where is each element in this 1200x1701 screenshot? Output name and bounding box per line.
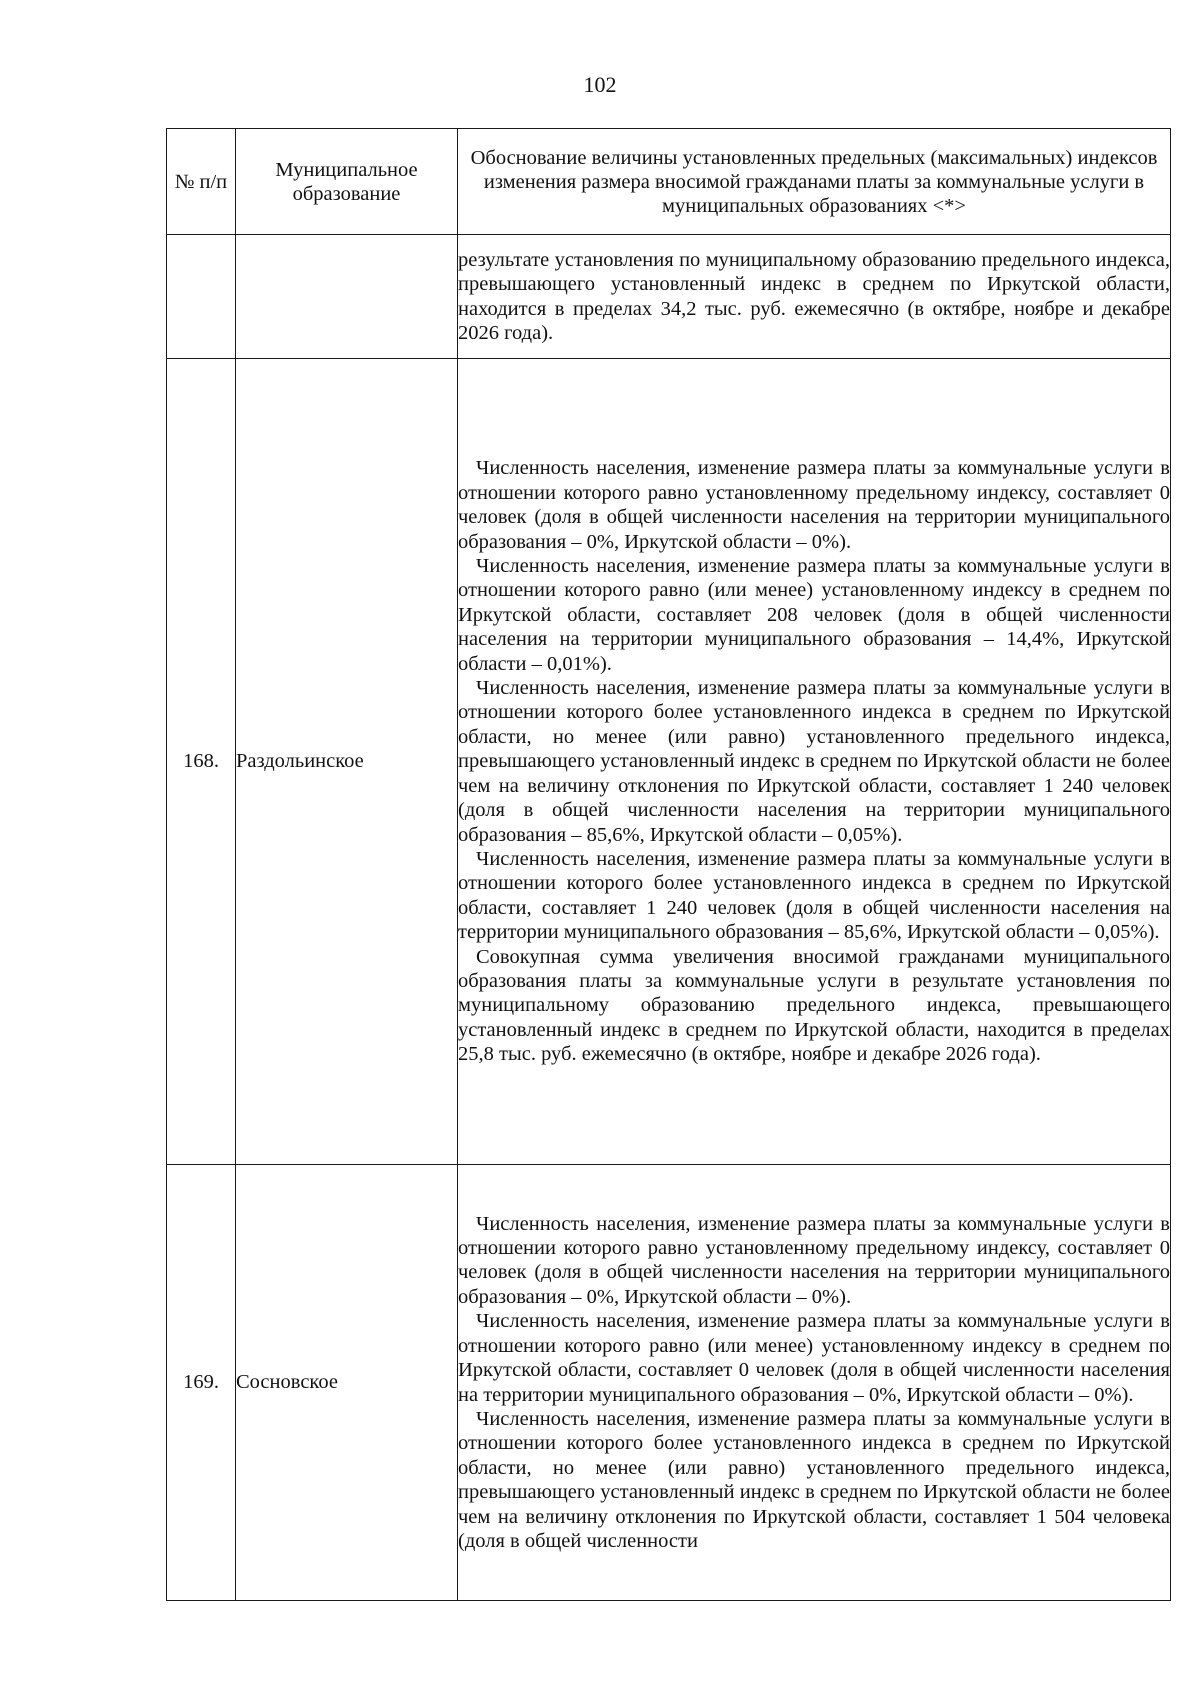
header-num: № п/п (167, 129, 236, 235)
row-number: 169. (167, 1165, 236, 1601)
header-justification: Обоснование величины установленных предельных (максимальных) индексов изменения размера вносимой гражданами платы за коммунальные услуги в муниципальных образованиях <*> (458, 129, 1171, 235)
municipality-name: Сосновское (236, 1165, 458, 1601)
justification-cell (458, 235, 1171, 359)
municipality-name: Раздольинское (236, 359, 458, 1165)
row-number (167, 235, 236, 359)
justification-table (166, 128, 1171, 1601)
justification-paragraph: Численность населения, изменение размера платы за коммунальные услуги в отношении которого равно (или менее) установленному индексу в среднем по Иркутской области, составляет 0 человек (доля в общей численности населения на территории муниципального образования – 0%, Иркутской области – 0%). (458, 1310, 1170, 1406)
table-header-row (167, 129, 1171, 235)
table-row (167, 359, 1171, 1165)
row-number: 168. (167, 359, 236, 1165)
justification-cell (458, 359, 1171, 1165)
municipality-name (236, 235, 458, 359)
justification-cell (458, 1165, 1171, 1601)
table-row (167, 1165, 1171, 1601)
justification-paragraph: Совокупная сумма увеличения вносимой гражданами муниципального образования платы за коммунальные услуги в результате установления по муниципальному образованию предельного индекса, превышающего установленный индекс в среднем по Иркутской области, находится в пределах 25,8 тыс. руб. ежемесячно (в октябре, ноябре и декабре 2026 года). (458, 945, 1170, 1066)
justification-paragraph: Численность населения, изменение размера платы за коммунальные услуги в отношении которого равно установленному предельному индексу, составляет 0 человек (доля в общей численности населения на территории муниципального образования – 0%, Иркутской области – 0%). (458, 1212, 1170, 1308)
justification-paragraph: Численность населения, изменение размера платы за коммунальные услуги в отношении которого более установленного индекса в среднем по Иркутской области, но менее (или равно) установленного предельного индекса, превышающего установленный индекс в среднем по Иркутской области не более чем на величину отклонения по Иркутской области, составляет 1 504 человека (доля в общей численности (458, 1407, 1170, 1552)
justification-paragraph: Численность населения, изменение размера платы за коммунальные услуги в отношении которого более установленного индекса в среднем по Иркутской области, но менее (или равно) установленного предельного индекса, превышающего установленный индекс в среднем по Иркутской области не более чем на величину отклонения по Иркутской области, составляет 1 240 человек (доля в общей численности населения на территории муниципального образования – 85,6%, Иркутской области – 0,05%). (458, 677, 1170, 846)
justification-paragraph: Численность населения, изменение размера платы за коммунальные услуги в отношении которого более установленного индекса в среднем по Иркутской области, составляет 1 240 человек (доля в общей численности населения на территории муниципального образования – 85,6%, Иркутской области – 0,05%). (458, 847, 1170, 944)
justification-paragraph: Численность населения, изменение размера платы за коммунальные услуги в отношении которого равно установленному предельному индексу, составляет 0 человек (доля в общей численности населения на территории муниципального образования – 0%, Иркутской области – 0%). (458, 457, 1170, 553)
table-row (167, 235, 1171, 359)
header-municipality: Муниципальное образование (236, 129, 458, 235)
justification-paragraph: результате установления по муниципальному образованию предельного индекса, превышающего установленный индекс в среднем по Иркутской области, находится в пределах 34,2 тыс. руб. ежемесячно (в октябре, ноябре и декабре 2026 года). (458, 248, 1170, 344)
page-number: 102 (583, 72, 617, 97)
justification-paragraph: Численность населения, изменение размера платы за коммунальные услуги в отношении которого равно (или менее) установленному индексу в среднем по Иркутской области, составляет 208 человек (доля в общей численности населения на территории муниципального образования – 14,4%, Иркутской области – 0,01%). (458, 555, 1170, 675)
